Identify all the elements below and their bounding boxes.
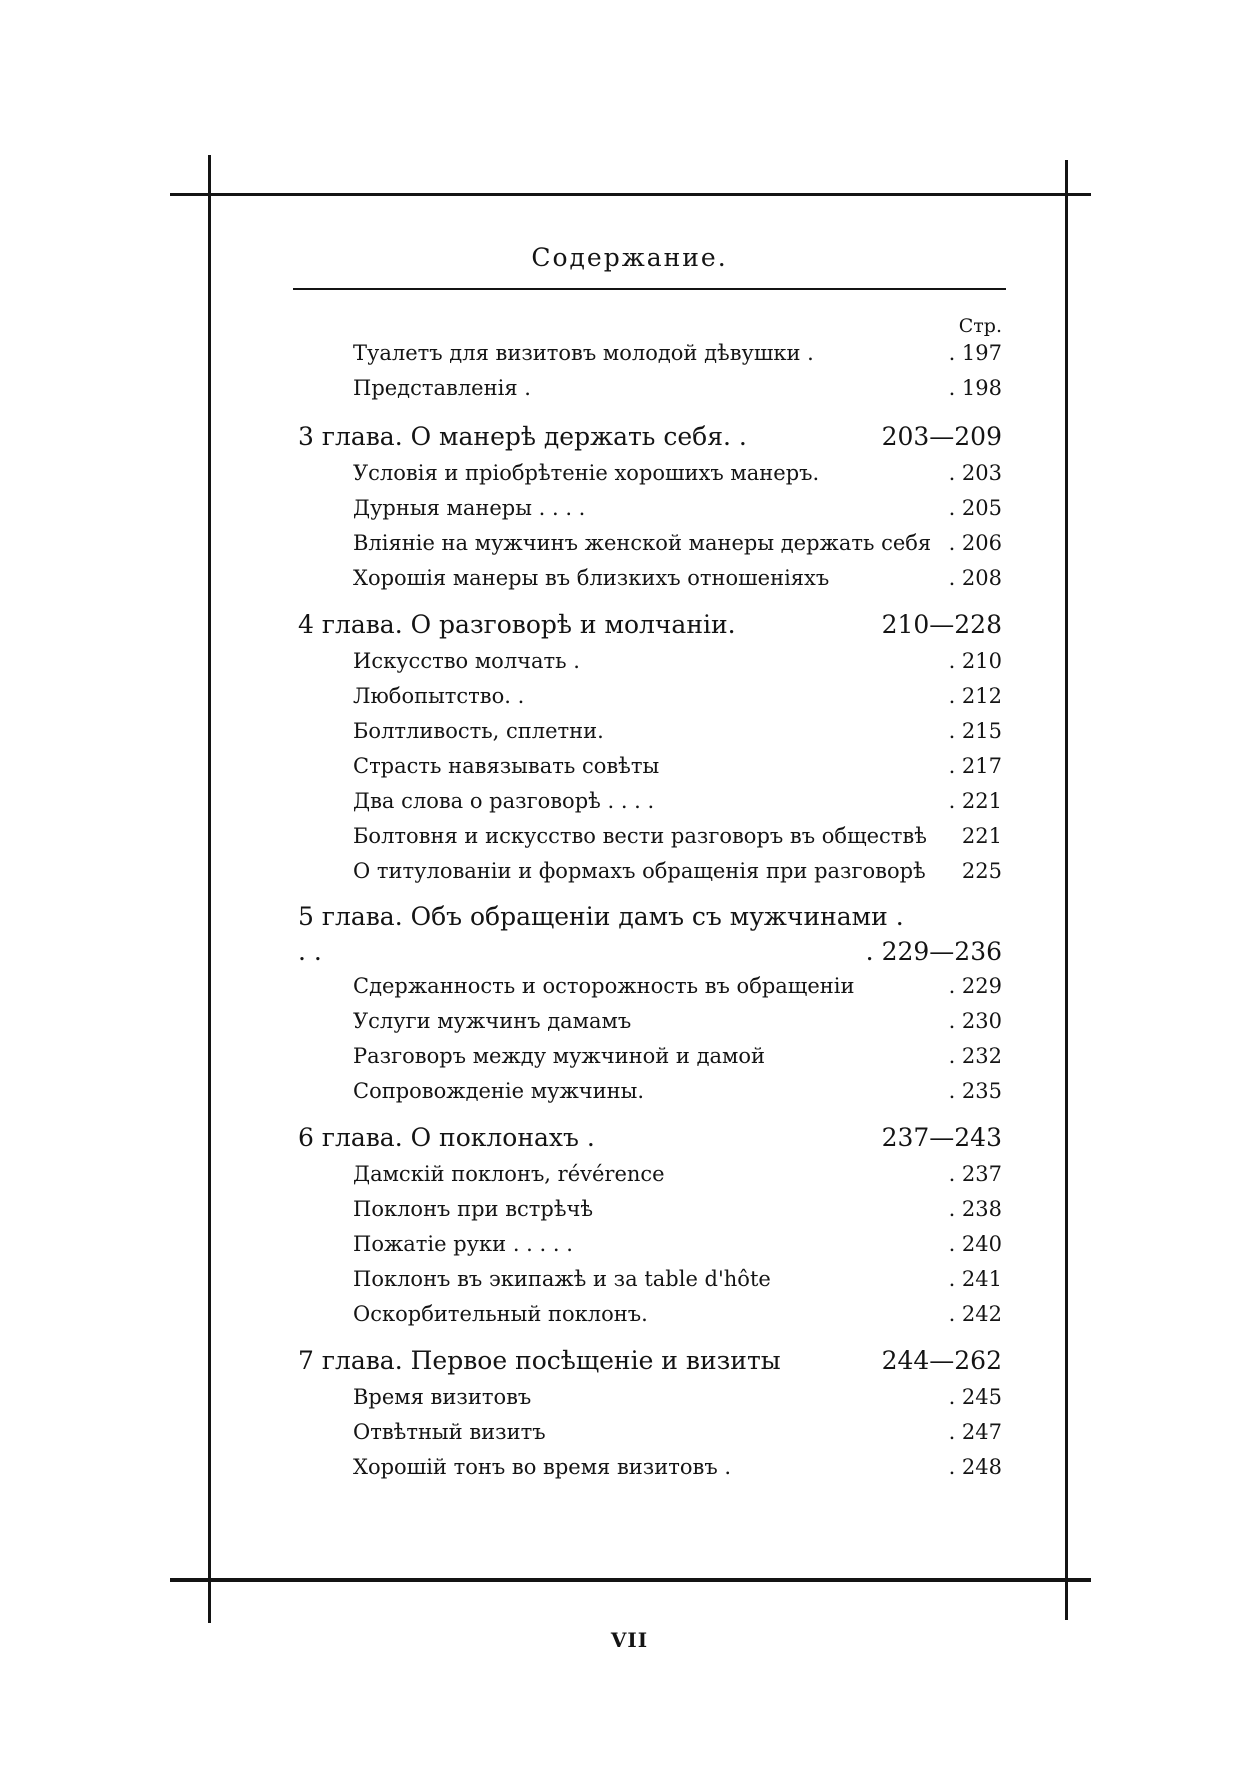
- toc-entry-page: . 247: [948, 1420, 1002, 1444]
- toc-entry-label: Оскорбительный поклонъ.: [353, 1302, 648, 1326]
- toc-entry-label: Сдержанность и осторожность въ обращеніи: [353, 974, 855, 998]
- toc-entry-page: 225: [961, 859, 1002, 883]
- frame-top-rule: [170, 193, 1091, 196]
- toc-entry-page: . 241: [948, 1267, 1002, 1291]
- chapter-title: 4 глава. О разговорѣ и молчаніи.: [298, 610, 736, 639]
- toc-entry-label: Разговоръ между мужчиной и дамой: [353, 1044, 766, 1068]
- chapter-title: 3 глава. О манерѣ держать себя. .: [298, 422, 747, 451]
- chapter-heading: [298, 1342, 1002, 1380]
- chapter-pages: . 229—236: [865, 937, 1002, 966]
- toc-entry-label: О титулованіи и формахъ обращенія при разговорѣ: [353, 859, 926, 883]
- toc-entry: [298, 1039, 1002, 1074]
- toc-entry: [298, 1415, 1002, 1450]
- toc-entry-label: Туалетъ для визитовъ молодой дѣвушки .: [353, 341, 814, 365]
- toc-entry-label: Хорошія манеры въ близкихъ отношеніяхъ: [353, 566, 830, 590]
- toc-entry-page: . 240: [948, 1232, 1002, 1256]
- toc-entry-page: . 235: [948, 1079, 1002, 1103]
- chapter-heading: [298, 1119, 1002, 1157]
- toc-entry-label: Дамскій поклонъ, révérence: [353, 1162, 665, 1186]
- toc-entry-label: Представленія .: [353, 376, 531, 400]
- toc-entry: [298, 1380, 1002, 1415]
- toc-entry: [298, 1192, 1002, 1227]
- toc-entry-label: Два слова о разговорѣ . . . .: [353, 789, 655, 813]
- toc-entry-label: Пожатіе руки . . . . .: [353, 1232, 573, 1256]
- chapter-heading: [298, 899, 1002, 969]
- toc-entry: [298, 854, 1002, 889]
- toc-entry-page: . 238: [948, 1197, 1002, 1221]
- toc-entry-page: . 212: [948, 684, 1002, 708]
- toc-entry: [298, 456, 1002, 491]
- toc-entry: [298, 1074, 1002, 1109]
- toc-entry: [298, 1004, 1002, 1039]
- toc-entry-label: Болтливость, сплетни.: [353, 719, 604, 743]
- toc-entry-page: . 237: [948, 1162, 1002, 1186]
- toc-entry-page: . 245: [948, 1385, 1002, 1409]
- toc-entry-page: . 208: [948, 566, 1002, 590]
- toc-entry: [298, 1262, 1002, 1297]
- toc-entry-label: Сопровожденіе мужчины.: [353, 1079, 645, 1103]
- toc-entry-label: Условія и пріобрѣтеніе хорошихъ манеръ.: [353, 461, 820, 485]
- toc-entry-page: . 221: [948, 789, 1002, 813]
- toc-entry-page: . 217: [948, 754, 1002, 778]
- toc-entry: [298, 714, 1002, 749]
- toc-entry-page: 221: [961, 824, 1002, 848]
- chapter-heading: [298, 606, 1002, 644]
- toc-entry: [298, 679, 1002, 714]
- toc-entry-page: . 248: [948, 1455, 1002, 1479]
- toc-entry-label: Отвѣтный визитъ: [353, 1420, 546, 1444]
- chapter-pages: 237—243: [881, 1123, 1002, 1152]
- toc-entry-page: . 232: [948, 1044, 1002, 1068]
- chapter-heading: [298, 418, 1002, 456]
- toc-entry-page: . 198: [948, 376, 1002, 400]
- toc-entry-label: Любопытство. .: [353, 684, 525, 708]
- toc-entry-page: . 215: [948, 719, 1002, 743]
- toc-entry-label: Страсть навязывать совѣты: [353, 754, 660, 778]
- chapter-title: 5 глава. Объ обращеніи дамъ съ мужчинами . . .: [298, 902, 904, 966]
- toc-entry-page: . 205: [948, 496, 1002, 520]
- toc-entry-label: Дурныя манеры . . . .: [353, 496, 586, 520]
- toc-entry: [298, 749, 1002, 784]
- toc-entry-label: Хорошій тонъ во время визитовъ .: [353, 1455, 732, 1479]
- toc-entry-label: Вліяніе на мужчинъ женской манеры держать себя: [353, 531, 932, 555]
- toc-entry: [298, 1227, 1002, 1262]
- table-of-contents: [298, 336, 1002, 1485]
- toc-entry: [298, 969, 1002, 1004]
- toc-entry: [298, 1157, 1002, 1192]
- chapter-title: 7 глава. Первое посѣщеніе и визиты: [298, 1346, 781, 1375]
- frame-bottom-rule: [170, 1578, 1091, 1582]
- toc-entry: [298, 644, 1002, 679]
- toc-entry: [298, 1297, 1002, 1332]
- page-title: Содержание.: [531, 243, 728, 272]
- chapter-pages: 203—209: [881, 422, 1002, 451]
- toc-entry: [298, 491, 1002, 526]
- toc-entry: [298, 819, 1002, 854]
- page-number: VII: [610, 1628, 649, 1652]
- toc-entry-page: . 206: [948, 531, 1002, 555]
- title-underline: [293, 288, 1006, 290]
- toc-entry-page: . 210: [948, 649, 1002, 673]
- toc-entry-label: Поклонъ при встрѣчѣ: [353, 1197, 594, 1221]
- toc-entry-page: . 229: [948, 974, 1002, 998]
- frame-left-rule: [208, 155, 211, 1623]
- toc-entry-page: . 203: [948, 461, 1002, 485]
- toc-entry-label: Время визитовъ: [353, 1385, 532, 1409]
- toc-entry-label: Искусство молчать .: [353, 649, 580, 673]
- toc-entry: [298, 336, 1002, 371]
- toc-entry: [298, 371, 1002, 406]
- frame-right-rule: [1065, 160, 1068, 1620]
- toc-entry-page: . 242: [948, 1302, 1002, 1326]
- toc-entry: [298, 561, 1002, 596]
- chapter-pages: 210—228: [881, 610, 1002, 639]
- toc-entry-label: Услуги мужчинъ дамамъ: [353, 1009, 632, 1033]
- toc-entry: [298, 526, 1002, 561]
- toc-entry: [298, 1450, 1002, 1485]
- toc-entry: [298, 784, 1002, 819]
- toc-entry-page: . 197: [948, 341, 1002, 365]
- page-column-heading: Стр.: [958, 315, 1002, 337]
- toc-entry-page: . 230: [948, 1009, 1002, 1033]
- chapter-pages: 244—262: [881, 1346, 1002, 1375]
- chapter-title: 6 глава. О поклонахъ .: [298, 1123, 595, 1152]
- toc-entry-label: Поклонъ въ экипажѣ и за table d'hôte: [353, 1267, 771, 1291]
- toc-entry-label: Болтовня и искусство вести разговоръ въ обществѣ: [353, 824, 927, 848]
